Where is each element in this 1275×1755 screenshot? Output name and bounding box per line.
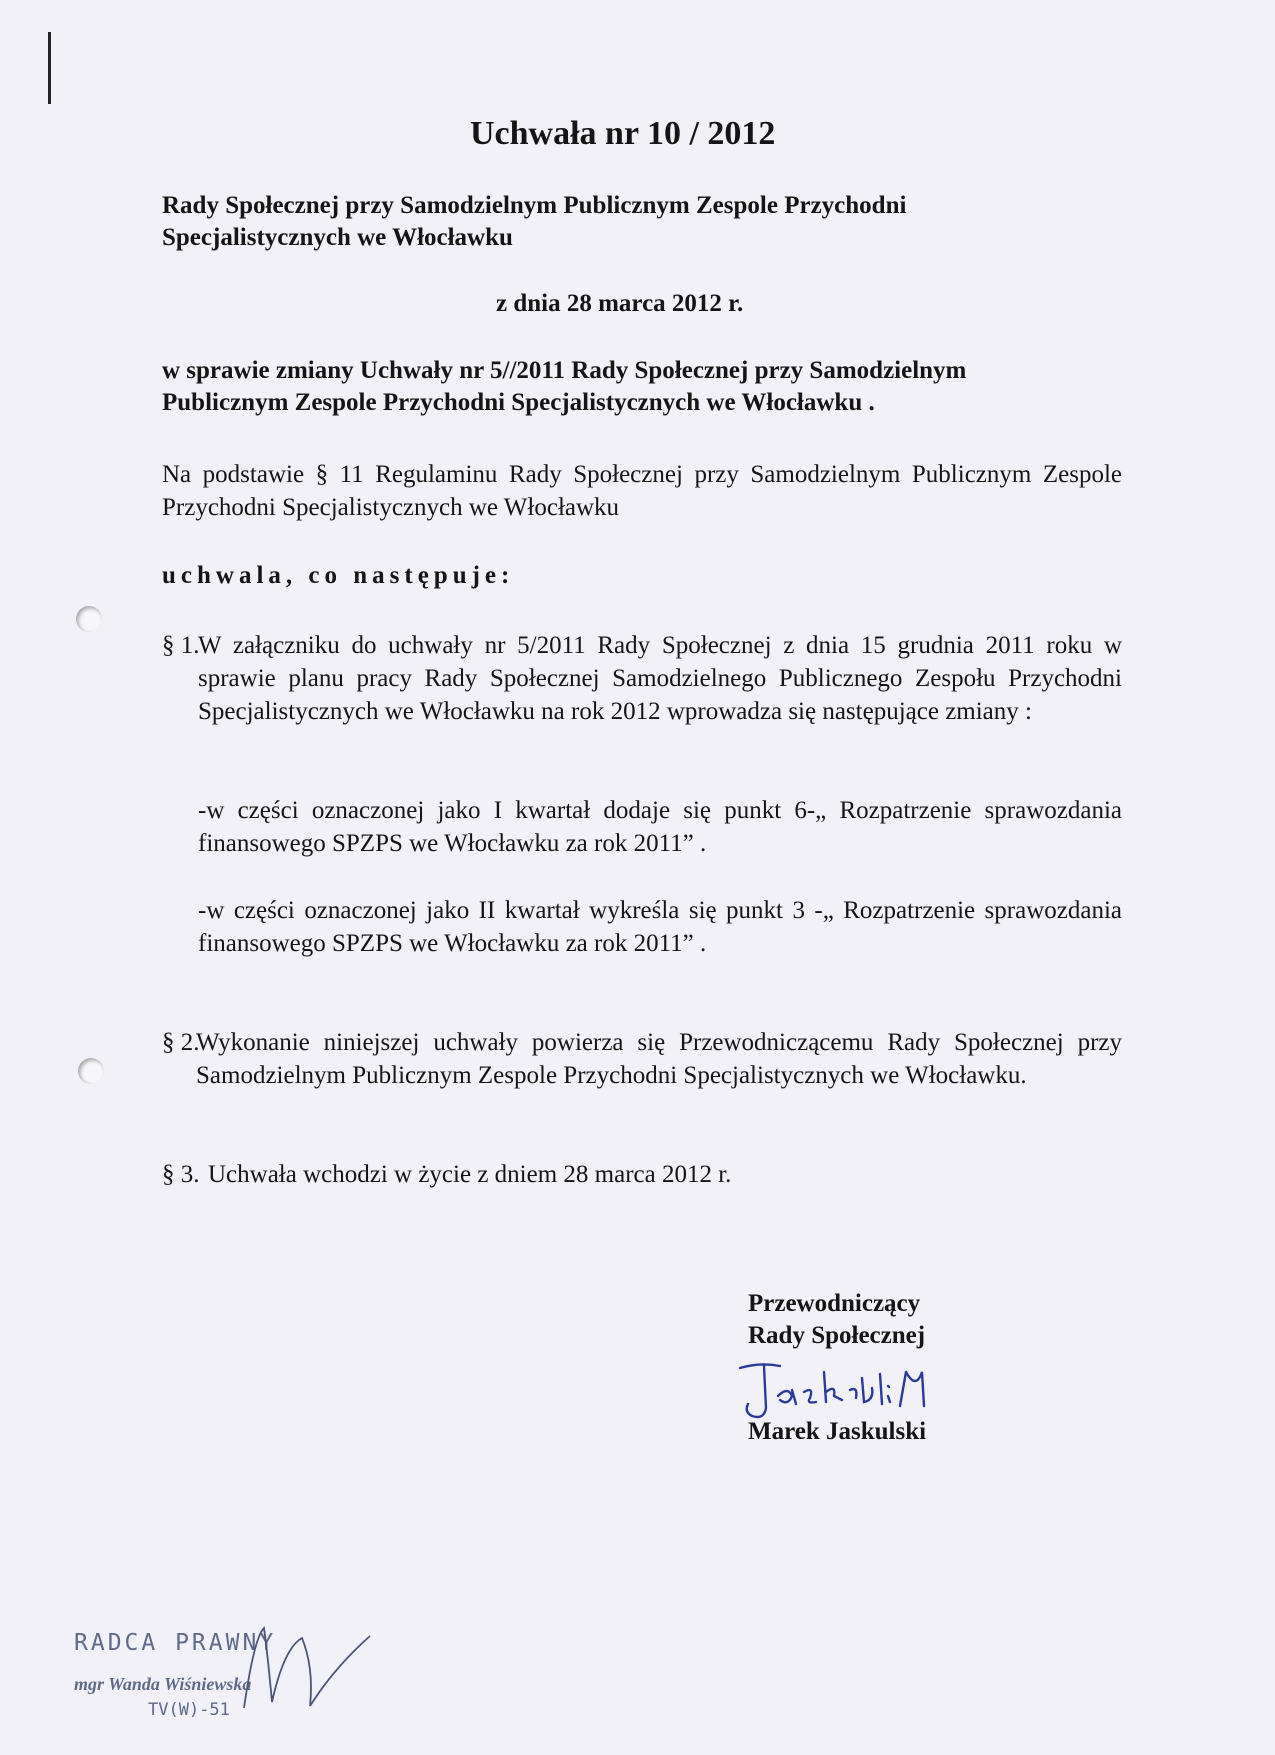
- subject-line-1: w sprawie zmiany Uchwały nr 5//2011 Rady Społecznej przy Samodzielnym: [162, 357, 967, 384]
- legal-counsel-stamp: [74, 1618, 374, 1728]
- handwritten-signature: [730, 1360, 990, 1424]
- stamp-registry-number: TV(W)-51: [148, 1700, 230, 1720]
- page-edge-mark: [48, 32, 51, 104]
- signatory-title-1: Przewodniczący: [748, 1290, 921, 1317]
- section-1: [162, 629, 1122, 728]
- section-2-text: Wykonanie niniejszej uchwały powierza się Przewodniczącemu Rady Społecznej przy Samodzielnym Publicznym Zespole Przychodni Specjalistycznych we Włocławku.: [196, 1029, 1122, 1089]
- subject-line-2: Publicznym Zespole Przychodni Specjalistycznych we Włocławku .: [162, 389, 875, 416]
- stamp-signature: [184, 1618, 374, 1718]
- signatory-name: Marek Jaskulski: [748, 1418, 927, 1445]
- change-2: -w części oznaczonej jako II kwartał wykreśla się punkt 3 -„ Rozpatrzenie sprawozdania finansowego SPZPS we Włocławku za rok 2011” .: [198, 897, 1122, 957]
- punch-hole-top: [76, 606, 102, 632]
- issuer-line-2: Specjalistycznych we Włocławku: [162, 224, 513, 251]
- legal-basis: Na podstawie § 11 Regulaminu Rady Społecznej przy Samodzielnym Publicznym Zespole Przychodni Specjalistycznych we Włocławku: [162, 461, 1122, 521]
- section-3: [162, 1158, 1122, 1191]
- signatory-title-2: Rady Społecznej: [748, 1322, 926, 1349]
- punch-hole-bottom: [78, 1058, 104, 1084]
- stamp-title: RADCA PRAWNY: [74, 1630, 277, 1656]
- stamp-name: mgr Wanda Wiśniewska: [74, 1674, 252, 1694]
- resolves-heading: uchwala, co następuje:: [162, 562, 515, 589]
- section-1-text: W załączniku do uchwały nr 5/2011 Rady Społecznej z dnia 15 grudnia 2011 roku w sprawie planu pracy Rady Społecznej Samodzielnego Publicznego Zespołu Przychodni Specjalistycznych we Włocławku na rok 2012 wprowadza się następujące zmiany :: [198, 632, 1122, 725]
- document-date: z dnia 28 marca 2012 r.: [496, 290, 744, 317]
- section-3-text: Uchwała wchodzi w życie z dniem 28 marca 2012 r.: [208, 1161, 732, 1188]
- section-2-label: § 2.: [162, 1029, 200, 1056]
- change-1: -w części oznaczonej jako I kwartał dodaje się punkt 6-„ Rozpatrzenie sprawozdania finansowego SPZPS we Włocławku za rok 2011” .: [198, 797, 1122, 857]
- section-1-label: § 1.: [162, 632, 200, 659]
- section-3-label: § 3.: [162, 1161, 200, 1188]
- issuer-line-1: Rady Społecznej przy Samodzielnym Publicznym Zespole Przychodni: [162, 192, 907, 219]
- document-title: Uchwała nr 10 / 2012: [470, 115, 776, 152]
- section-2: [162, 1026, 1122, 1092]
